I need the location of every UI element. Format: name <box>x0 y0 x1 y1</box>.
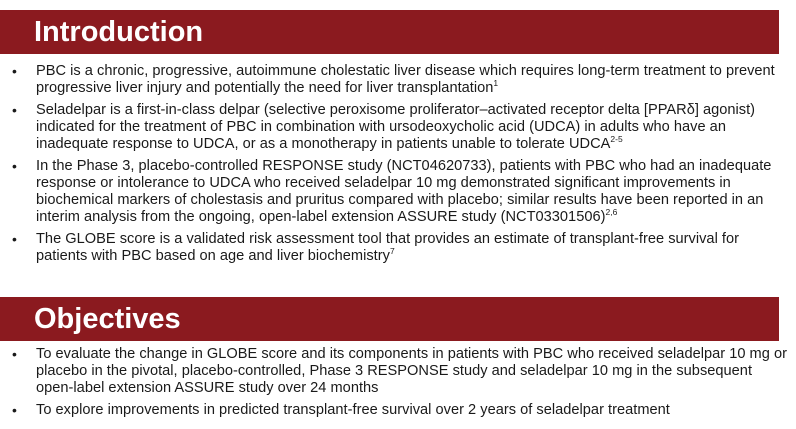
objectives-title: Objectives <box>34 302 181 335</box>
bullet-icon: • <box>12 102 17 118</box>
reference-superscript: 2-5 <box>610 134 623 144</box>
bullet-icon: • <box>12 231 17 247</box>
bullet-icon: • <box>12 346 17 362</box>
bullet-text: PBC is a chronic, progressive, autoimmune cholestatic liver disease which requires long-term treatment to prevent progressive liver injury and potentially the need for liver transplantation <box>36 63 775 96</box>
bullet-icon: • <box>12 158 17 174</box>
bullet-text: To evaluate the change in GLOBE score and its components in patients with PBC who received seladelpar 10 mg or placebo in the pivotal, placebo-controlled, Phase 3 RESPONSE study and seladelpar 10 mg in the subsequent open-label extension ASSURE study over 24 months <box>36 346 787 396</box>
bullet-text: To explore improvements in predicted transplant-free survival over 2 years of seladelpar treatment <box>36 402 670 418</box>
list-item <box>0 402 790 419</box>
bullet-icon: • <box>12 63 17 79</box>
list-item <box>0 346 790 397</box>
reference-superscript: 2,6 <box>605 207 618 217</box>
introduction-list <box>0 63 790 270</box>
reference-superscript: 7 <box>389 246 395 256</box>
bullet-text: In the Phase 3, placebo-controlled RESPONSE study (NCT04620733), patients with PBC who had an inadequate response or intolerance to UDCA who received seladelpar 10 mg demonstrated significant improvements in biochemical markers of cholestasis and pruritus compared with placebo; similar results have been reported in an interim analysis from the ongoing, open-label extension ASSURE study (NCT03301506) <box>36 158 772 225</box>
objectives-list <box>0 346 790 424</box>
introduction-heading <box>0 10 779 54</box>
list-item <box>0 63 790 97</box>
introduction-title: Introduction <box>34 15 204 48</box>
objectives-heading <box>0 297 779 341</box>
reference-superscript: 1 <box>493 78 499 88</box>
list-item <box>0 231 790 265</box>
list-item <box>0 158 790 226</box>
list-item <box>0 102 790 153</box>
bullet-text: Seladelpar is a first-in-class delpar (selective peroxisome proliferator–activated receptor delta [PPARδ] agonist) indicated for the treatment of PBC in combination with ursodeoxycholic acid (UDCA) in adults who have an inadequate response to UDCA, or as a monotherapy in patients unable to tolerate UDCA <box>36 102 756 152</box>
bullet-text: The GLOBE score is a validated risk assessment tool that provides an estimate of transplant-free survival for patients with PBC based on age and liver biochemistry <box>36 231 739 264</box>
bullet-icon: • <box>12 402 17 418</box>
